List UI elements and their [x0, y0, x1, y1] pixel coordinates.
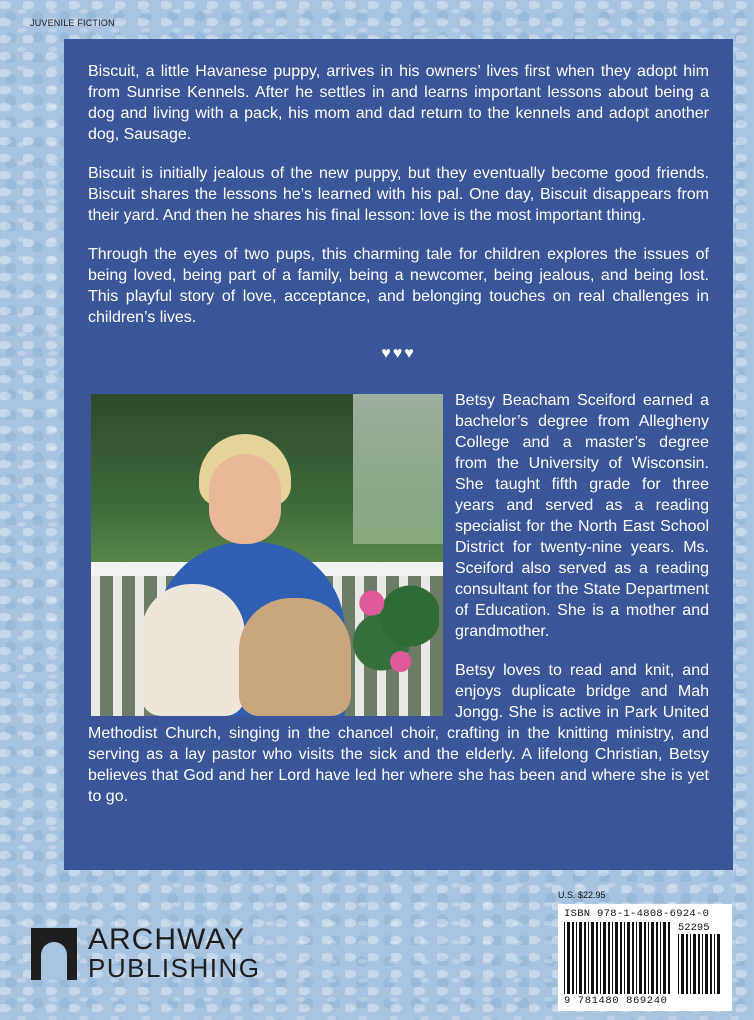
barcode-bar — [564, 922, 565, 994]
publisher-name-line2: PUBLISHING — [88, 953, 261, 983]
barcode-bar — [686, 934, 688, 994]
photo-sky — [353, 394, 443, 544]
barcode-bar — [596, 922, 598, 994]
author-section — [88, 390, 709, 807]
barcode-bar — [603, 922, 606, 994]
barcode-bar — [644, 922, 646, 994]
barcode-block — [558, 890, 744, 1011]
publisher-logo — [31, 923, 261, 983]
synopsis-paragraph-3: Through the eyes of two pups, this charming tale for children explores the issues of being loved, being part of a family, being a newcomer, being jealous, and being lost. This playful story of love, acceptance, and belonging touches on real challenges in children’s lives. — [88, 246, 709, 326]
barcode-bar — [636, 922, 637, 994]
barcode-bar — [668, 922, 670, 994]
supplement-code: 52295 — [678, 922, 710, 934]
genre-label: JUVENILE FICTION — [30, 18, 115, 28]
barcode-bar — [584, 922, 586, 994]
barcode-bar — [663, 922, 666, 994]
barcode-digits: 9 781480 869240 — [564, 995, 668, 1007]
barcode-bar — [608, 922, 610, 994]
price-label: U.S. $22.95 — [558, 890, 606, 900]
photo-dog-white — [141, 584, 245, 716]
barcode-bar — [717, 934, 720, 994]
publisher-name-line1: ARCHWAY — [88, 923, 245, 956]
barcode-bar — [651, 922, 654, 994]
hearts-divider: ♥♥♥ — [381, 345, 416, 362]
barcode-bar — [710, 934, 712, 994]
barcode-bar — [579, 922, 582, 994]
photo-flowers — [343, 564, 439, 694]
photo-author-face — [209, 454, 281, 544]
photo-dog-tan — [239, 598, 351, 716]
barcode-bar — [656, 922, 658, 994]
barcode-bar — [632, 922, 634, 994]
author-bio-paragraph-2: Betsy loves to read and knit, and enjoys duplicate bridge and Mah Jongg. She is active in Park United Methodist Church, singing in the chancel choir, crafting in the knitting ministry, and serving as a lay pastor who visits the sick and the elderly. A lifelong Christian, Betsy believes that God and her Lord have led her where she has been and where she is yet to go. — [88, 662, 709, 805]
barcode-bar — [648, 922, 649, 994]
barcode-bar — [588, 922, 589, 994]
synopsis-paragraph-1: Biscuit, a little Havanese puppy, arrives in his owners’ lives first when they adopt him from Sunrise Kennels. After he settles in and learns important lessons about being a dog and living with a pack, his mom and dad return to the kennels and adopt another dog, Sausage. — [88, 63, 709, 143]
archway-logo-icon — [31, 928, 77, 980]
barcode-bar — [615, 922, 618, 994]
barcode-bar — [620, 922, 622, 994]
barcode-bar — [690, 934, 691, 994]
barcode-bar — [627, 922, 630, 994]
barcode-bar — [591, 922, 594, 994]
barcode-bar — [576, 922, 577, 994]
barcode-bar — [612, 922, 613, 994]
barcode-bar — [600, 922, 601, 994]
author-photo — [91, 394, 443, 716]
supplement-barcode — [678, 934, 722, 994]
ean-barcode — [564, 922, 672, 994]
barcode-bar — [678, 934, 679, 994]
barcode-bar — [714, 934, 715, 994]
barcode-bar — [660, 922, 661, 994]
barcode-bar — [639, 922, 642, 994]
barcode-bar — [681, 934, 684, 994]
back-cover-panel — [64, 39, 733, 870]
isbn-label: ISBN 978-1-4808-6924-0 — [564, 908, 710, 920]
barcode-bar — [567, 922, 570, 994]
author-bio-paragraph-1: Betsy Beacham Sceiford earned a bachelor’s degree from Allegheny College and a master’s degree from the University of Wisconsin. She taught fifth grade for three years and served as a reading specialist for the North East School District for twenty-nine years. Ms. Sceiford also served as a reading consultant for the State Department of Education. She is a mother and grandmother. — [455, 392, 709, 640]
barcode-bar — [698, 934, 700, 994]
barcode-bar — [705, 934, 708, 994]
barcode-bar — [624, 922, 625, 994]
barcode-bar — [572, 922, 574, 994]
barcode-bar — [693, 934, 696, 994]
barcode-bar — [702, 934, 703, 994]
synopsis-paragraph-2: Biscuit is initially jealous of the new puppy, but they eventually become good friends. Biscuit shares the lessons he’s learned with his pal. One day, Biscuit disappears from their yard. And then he shares his final lesson: love is the most important thing. — [88, 165, 709, 224]
